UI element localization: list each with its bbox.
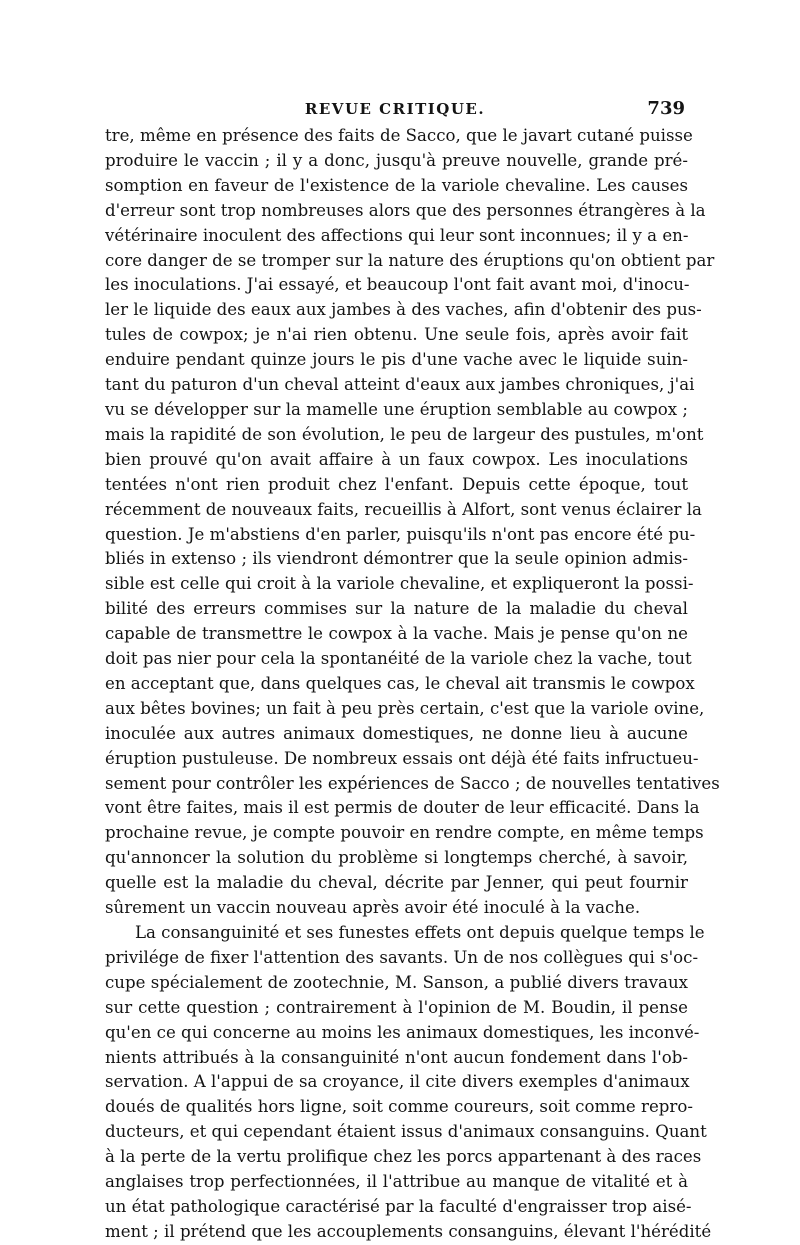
text-line: sur cette question ; contrairement à l'opinion de M. Boudin, il pense (105, 997, 688, 1017)
body-text (105, 124, 720, 1245)
text-line: prochaine revue, je compte pouvoir en rendre compte, en même temps (105, 823, 704, 843)
text-line: bilité des erreurs commises sur la nature de la maladie du cheval (105, 599, 688, 619)
text-line: sûrement un vaccin nouveau après avoir été inoculé à la vache. (105, 898, 641, 918)
text-line: tant du paturon d'un cheval atteint d'eaux aux jambes chroniques, j'ai (105, 375, 695, 395)
text-line: tules de cowpox; je n'ai rien obtenu. Une seule fois, après avoir fait (105, 325, 688, 345)
text-line: sible est celle qui croit à la variole chevaline, et expliqueront la possi- (105, 574, 694, 594)
text-line: qu'annoncer la solution du problème si longtemps cherché, à savoir, (105, 848, 688, 868)
text-line: tre, même en présence des faits de Sacco, que le javart cutané puisse (105, 126, 693, 145)
text-line: ment ; il prétend que les accouplements consanguins, élevant l'hérédité (105, 1221, 712, 1241)
text-line: qu'en ce qui concerne au moins les animaux domestiques, les inconvé- (105, 1022, 700, 1042)
text-line: en acceptant que, dans quelques cas, le cheval ait transmis le cowpox (105, 673, 695, 693)
text-line: à la perte de la vertu prolifique chez les porcs appartenant à des races (105, 1147, 702, 1167)
text-line: les inoculations. J'ai essayé, et beaucoup l'ont fait avant moi, d'inocu- (105, 275, 690, 295)
text-line: cupe spécialement de zootechnie, M. Sanson, a publié divers travaux (105, 972, 688, 992)
text-line: aux bêtes bovines; un fait à peu près certain, c'est que la variole ovine, (105, 698, 705, 718)
text-line: vétérinaire inoculent des affections qui leur sont inconnues; il y a en- (105, 225, 689, 245)
text-line: mais la rapidité de son évolution, le peu de largeur des pustules, m'ont (105, 424, 704, 444)
paragraph (105, 124, 720, 921)
text-line: bliés in extenso ; ils viendront démontrer que la seule opinion admis- (105, 549, 688, 569)
text-line: bien prouvé qu'on avait affaire à un faux cowpox. Les inoculations (105, 449, 688, 469)
text-line: sement pour contrôler les expériences de Sacco ; de nouvelles tentatives (105, 773, 720, 793)
running-title: REVUE CRITIQUE. (304, 100, 486, 118)
page-number: 739 (647, 98, 685, 119)
text-line: La consanguinité et ses funestes effets ont depuis quelque temps le (135, 923, 705, 942)
text-line: core danger de se tromper sur la nature des éruptions qu'on obtient par (105, 250, 715, 270)
text-line: somption en faveur de l'existence de la variole chevaline. Les causes (105, 175, 688, 195)
text-line: récemment de nouveaux faits, recueillis à Alfort, sont venus éclairer la (105, 499, 702, 519)
text-line: produire le vaccin ; il y a donc, jusqu'à preuve nouvelle, grande pré- (105, 150, 688, 170)
text-line: vu se développer sur la mamelle une éruption semblable au cowpox ; (105, 399, 688, 419)
text-line: ler le liquide des eaux aux jambes à des vaches, afin d'obtenir des pus- (105, 300, 702, 320)
text-line: capable de transmettre le cowpox à la vache. Mais je pense qu'on ne (105, 624, 688, 644)
text-line: un état pathologique caractérisé par la faculté d'engraisser trop aisé- (105, 1196, 692, 1216)
text-line: d'erreur sont trop nombreuses alors que des personnes étrangères à la (105, 200, 706, 220)
text-line: doit pas nier pour cela la spontanéité de la variole chez la vache, tout (105, 649, 692, 669)
text-line: privilége de fixer l'attention des savants. Un de nos collègues qui s'oc- (105, 947, 699, 967)
text-line: vont être faites, mais il est permis de douter de leur efficacité. Dans la (105, 798, 700, 818)
text-line: ducteurs, et qui cependant étaient issus d'animaux consanguins. Quant (105, 1122, 707, 1142)
text-line: inoculée aux autres animaux domestiques, ne donne lieu à aucune (105, 723, 688, 743)
text-line: anglaises trop perfectionnées, il l'attribue au manque de vitalité et à (105, 1172, 688, 1192)
text-line: nients attribués à la consanguinité n'ont aucun fondement dans l'ob- (105, 1047, 688, 1067)
text-line: doués de qualités hors ligne, soit comme coureurs, soit comme repro- (105, 1097, 693, 1117)
text-line: enduire pendant quinze jours le pis d'une vache avec le liquide suin- (105, 350, 688, 370)
running-header (105, 96, 685, 122)
text-line: éruption pustuleuse. De nombreux essais ont déjà été faits infructueu- (105, 748, 699, 768)
text-line: quelle est la maladie du cheval, décrite par Jenner, qui peut fournir (105, 873, 688, 893)
paragraph (105, 921, 712, 1245)
text-line: question. Je m'abstiens d'en parler, puisqu'ils n'ont pas encore été pu- (105, 524, 696, 544)
text-line: servation. A l'appui de sa croyance, il cite divers exemples d'animaux (105, 1072, 690, 1092)
text-line: tentées n'ont rien produit chez l'enfant. Depuis cette époque, tout (105, 474, 688, 494)
